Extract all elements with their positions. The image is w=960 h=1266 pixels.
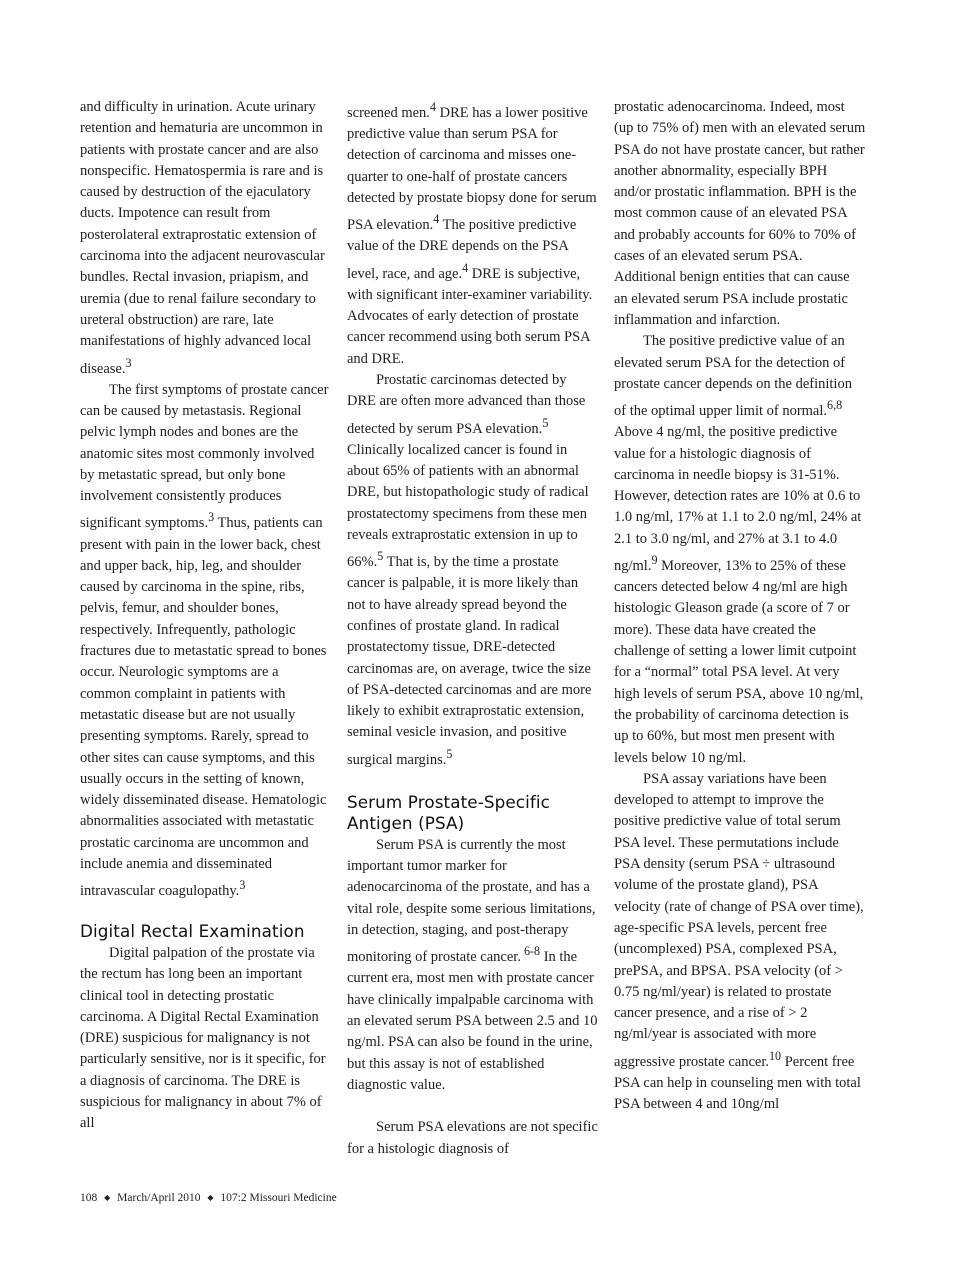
text-column-1 xyxy=(80,97,332,1135)
paragraph: Prostatic carcinomas detected by DRE are often more advanced than those detected by serum PSA elevation.$^5$ Clinically localized cancer is found in about 65% of patients with an abnormal DRE, but histopathologic study of radical prostatectomy specimens from these men reveals extraprostatic extension in up to 66%.$^5$ That is, by the time a prostate cancer is palpable, it is more likely than not to have already spread beyond the confines of prostate gland. In radical prostatectomy tissue, DRE-detected carcinomas are, on average, twice the size of PSA-detected carcinomas and are more likely to exhibit extraprostatic extension, seminal vesicle invasion, and positive surgical margins.$^5$ xyxy=(347,372,592,768)
citation-ref: 4 xyxy=(462,260,469,275)
citation-ref: 5 xyxy=(377,549,384,564)
citation-ref: 6,8 xyxy=(827,398,843,413)
issue-date: March/April 2010 xyxy=(117,1192,201,1204)
paragraph: Serum PSA is currently the most important tumor marker for adenocarcinoma of the prostate, and has a vital role, despite some serious limitations, in detection, staging, and post-therapy monitoring of prostate cancer. $^{6-8}$ In the current era, most men with prostate cancer have clinically impalpable carcinoma with an elevated serum PSA between 2.5 and 10 ng/ml. PSA can also be found in the urine, but this assay is not of established diagnostic value. xyxy=(347,836,598,1093)
paragraph: Serum PSA elevations are not specific for a histologic diagnosis of xyxy=(347,1119,598,1157)
paragraph: screened men.$^4$ DRE has a lower positive predictive value than serum PSA for detection of carcinoma and misses one-quarter to one-half of prostate cancers detected by prostate biopsy done for serum PSA elevation.$^4$ The positive predictive value of the DRE depends on the PSA level, race, and age.$^4$ DRE is subjective, with significant inter-examiner variability. Advocates of early detection of prostate cancer recommend using both serum PSA and DRE. xyxy=(347,100,597,367)
citation-ref: 5 xyxy=(542,415,549,430)
citation-ref: 3 xyxy=(239,878,246,893)
greater-than-symbol: > xyxy=(834,962,843,979)
text-column-2 xyxy=(347,97,599,1160)
paragraph: The positive predictive value of an elevated serum PSA for the detection of prostate cancer depends on the definition of the optimal upper limit of normal.$^{6,8}$ Above 4 ng/ml, the positive predictive value for a histologic diagnosis of carcinoma in needle biopsy is 31-51%. However, detection rates are 10% at 0.6 to 1.0 ng/ml, 17% at 1.1 to 2.0 ng/ml, 24% at 2.1 to 3.0 ng/ml, and 27% at 3.1 to 4.0 ng/ml.$^9$ Moreover, 13% to 25% of these cancers detected below 4 ng/ml are high histologic Gleason grade (a score of 7 or more). These data have created the challenge of setting a lower limit cutpoint for a “normal” total PSA level. At very high levels of serum PSA, above 10 ng/ml, the probability of carcinoma detection is up to 60%, but most men present with levels below 10 ng/ml. xyxy=(614,333,864,766)
paragraph: prostatic adenocarcinoma. Indeed, most (up to 75% of) men with an elevated serum PSA do not have prostate cancer, but rather another abnormality, especially BPH and/or prostatic inflammation. BPH is the most common cause of an elevated PSA and probably accounts for 60% to 70% of cases of an elevated serum PSA. Additional benign entities that can cause an elevated serum PSA include prostatic inflammation and infarction. xyxy=(614,99,866,328)
page-number: 108 xyxy=(80,1192,98,1204)
citation-ref: 5 xyxy=(446,746,453,761)
paragraph: The first symptoms of prostate cancer can be caused by metastasis. Regional pelvic lymph nodes and bones are the anatomic sites most commonly involved by metastatic spread, but only bone involvement consistently produces significant symptoms.$^3$ Thus, patients can present with pain in the lower back, chest and upper back, hip, leg, and shoulder caused by carcinoma in the spine, ribs, pelvis, femur, and shoulder bones, respectively. Infrequently, pathologic fractures due to metastatic spread to bones occur. Neurologic symptoms are a common complaint in patients with metastatic disease but are not usually presenting symptoms. Rarely, spread to other sites can cause symptoms, and this usually occurs in the setting of known, widely disseminated disease. Hematologic abnormalities associated with metastatic prostatic carcinoma are uncommon and include anemia and disseminated intravascular coagulopathy.$^3$ xyxy=(80,381,329,900)
greater-than-symbol: > xyxy=(788,1005,797,1022)
text-column-3 xyxy=(614,97,866,1115)
section-heading-psa: Serum Prostate-Specific Antigen (PSA) xyxy=(347,791,550,834)
diamond-separator-icon: ◆ xyxy=(104,1193,111,1202)
section-heading-dre: Digital Rectal Examination xyxy=(80,921,305,942)
citation-ref: 3 xyxy=(125,355,132,370)
citation-ref: 4 xyxy=(429,100,436,114)
journal-volume: 107:2 Missouri Medicine xyxy=(220,1192,337,1204)
citation-ref: 6-8 xyxy=(520,944,541,959)
citation-ref: 4 xyxy=(433,212,440,227)
paragraph: Digital palpation of the prostate via the rectum has long been an important clinical tool in detecting prostatic carcinoma. A Digital Rectal Examination (DRE) suspicious for malignancy is not particularly sensitive, nor is it specific, for a diagnosis of carcinoma. The DRE is suspicious for malignancy in about 7% of all xyxy=(80,944,326,1132)
diamond-separator-icon: ◆ xyxy=(207,1193,214,1202)
citation-ref: 10 xyxy=(769,1048,782,1063)
page-footer xyxy=(80,1192,337,1204)
citation-ref: 3 xyxy=(208,510,215,525)
paragraph: PSA assay variations have been developed to attempt to improve the positive predictive value of total serum PSA level. These permutations include PSA density (serum PSA ÷ ultrasound volume of the prostate gland), PSA velocity (rate of change of PSA over time), age-specific PSA levels, percent free (uncomplexed) PSA, complexed PSA, prePSA, and BPSA. PSA velocity (of > 0.75 ng/ml/year) is related to prostate cancer presence, and a rise of > 2 ng/ml/year is associated with more aggressive prostate cancer.$^{10}$ Percent free PSA can help in counseling men with total PSA between 4 and 10ng/ml xyxy=(614,770,864,1113)
paragraph: and difficulty in urination. Acute urinary retention and hematuria are uncommon in patients with prostate cancer and are also nonspecific. Hematospermia is rare and is caused by destruction of the ejaculatory ducts. Impotence can result from posterolateral extraprostatic extension of carcinoma into the adjacent neurovascular bundles. Rectal invasion, priapism, and uremia (due to renal failure secondary to ureteral obstruction) are rare, late manifestations of highly advanced local disease.$^3$ xyxy=(80,99,325,377)
citation-ref: 9 xyxy=(651,553,658,568)
